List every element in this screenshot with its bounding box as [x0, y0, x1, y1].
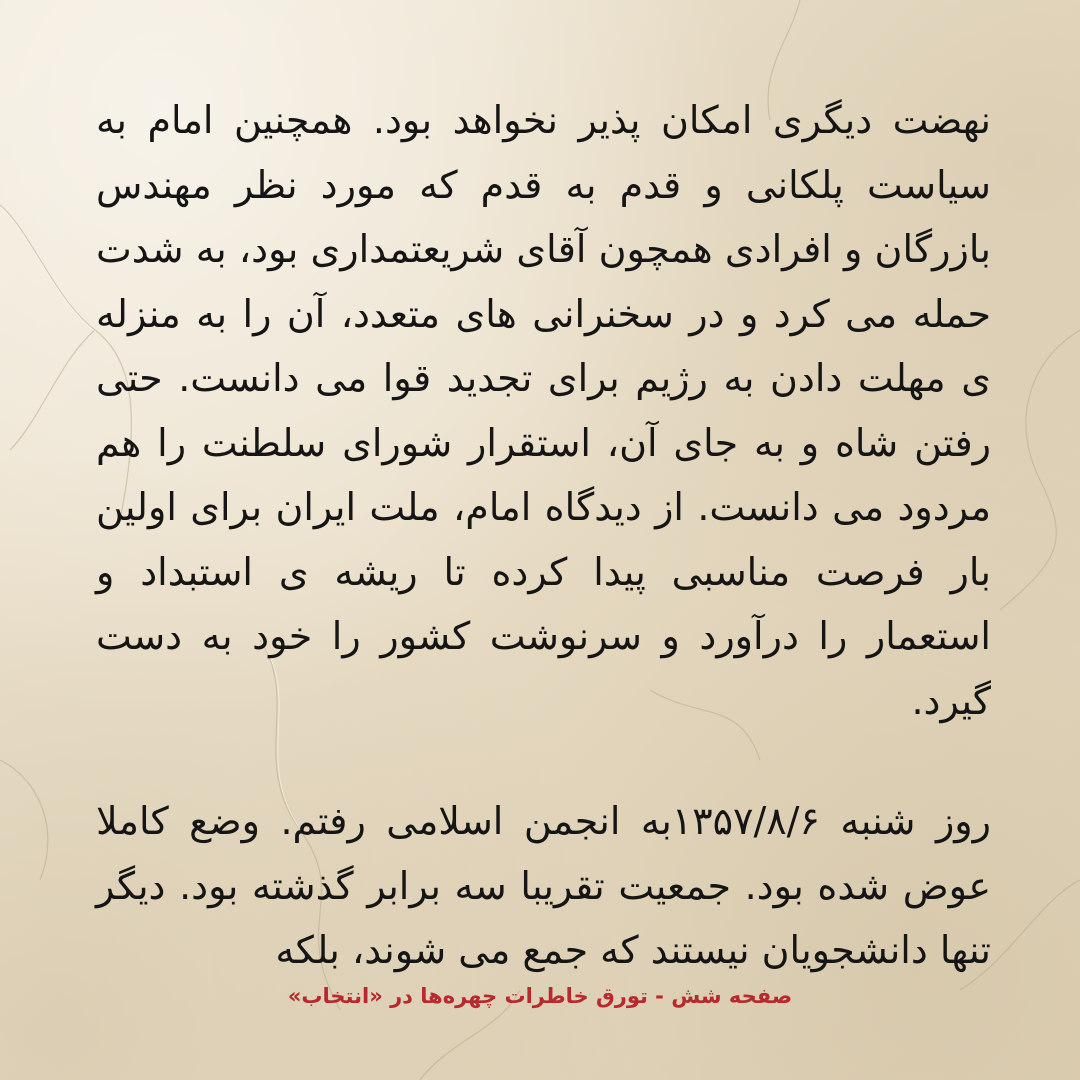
document-body [96, 88, 991, 983]
paragraph-2: روز شنبه ۱۳۵۷/۸/۶به انجمن اسلامی رفتم. وضع کاملا عوض شده بود. جمعیت تقریبا سه برابر گذشته بود. دیگر تنها دانشجویان نیستند که جمع می شوند، بلکه [96, 799, 991, 972]
paragraph-1: نهضت دیگری امکان پذیر نخواهد بود. همچنین امام به سیاست پلکانی و قدم به قدم که مورد نظر مهندس بازرگان و افرادی همچون آقای شریعتمداری بود، به شدت حمله می کرد و در سخنرانی های متعدد، آن را به منزله ی مهلت دادن به رژیم برای تجدید قوا می دانست. حتی رفتن شاه و به جای آن، استقرار شورای سلطنت را هم مردود می دانست. از دیدگاه امام، ملت ایران برای اولین بار فرصت مناسبی پیدا کرده تا ریشه ی استبداد و استعمار را درآورد و سرنوشت کشور را خود به دست گیرد. [96, 98, 991, 723]
page-footer: صفحه شش - تورق خاطرات چهره‌ها در «انتخاب» [287, 984, 793, 1008]
